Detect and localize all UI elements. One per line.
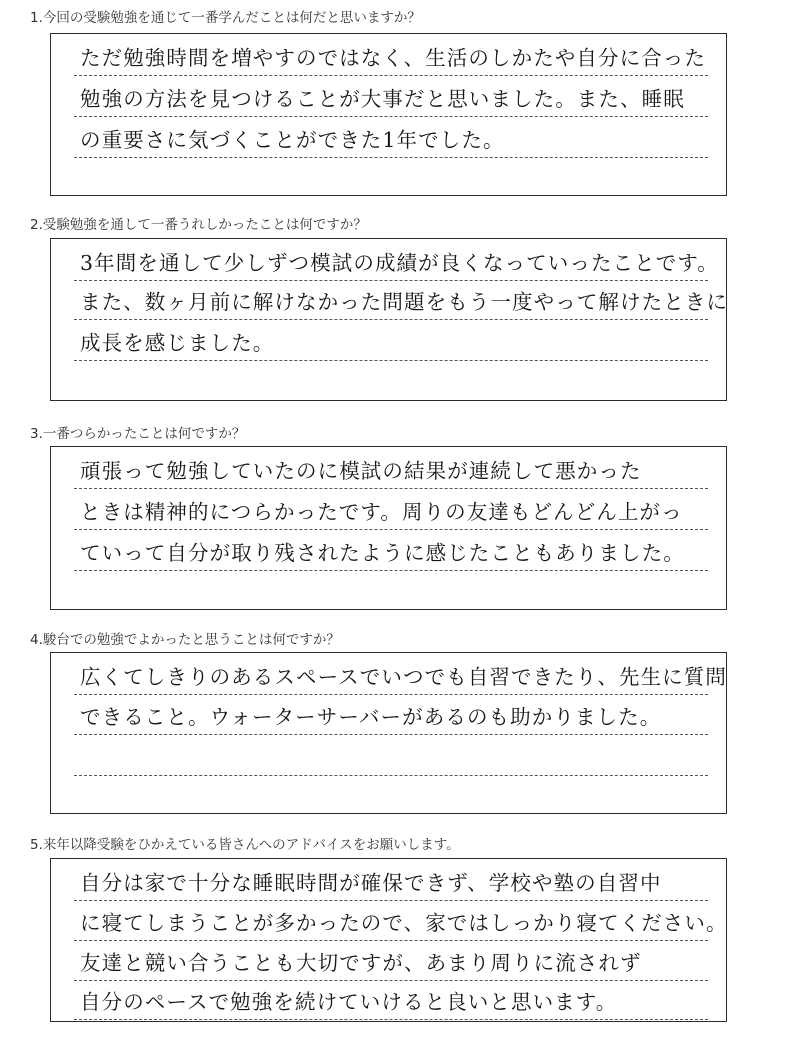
answer-line: 頑張って勉強していたのに模試の結果が連続して悪かった xyxy=(74,447,708,489)
question-4-label: 4.駿台での勉強でよかったと思うことは何ですか？ xyxy=(30,632,340,648)
question-1-label: 1.今回の受験勉強を通じて一番学んだことは何だと思いますか？ xyxy=(30,10,421,26)
answer-line: 友達と競い合うことも大切ですが、あまり周りに流されず xyxy=(74,939,708,981)
answer-line xyxy=(74,734,708,776)
answer-line: また、数ヶ月前に解けなかった問題をもう一度やって解けたときに xyxy=(74,278,708,320)
answer-line: に寝てしまうことが多かったので、家ではしっかり寝てください。 xyxy=(74,899,708,941)
answer-line: 成長を感じました。 xyxy=(74,319,708,361)
answer-line: 自分は家で十分な睡眠時間が確保できず、学校や塾の自習中 xyxy=(74,859,708,901)
question-5-label: 5.来年以降受験をひかえている皆さんへのアドバイスをお願いします。 xyxy=(30,837,460,853)
answer-line: 広くてしきりのあるスペースでいつでも自習できたり、先生に質問 xyxy=(74,653,708,695)
answer-box-1 xyxy=(50,33,727,196)
answer-line: ときは精神的につらかったです。周りの友達もどんどん上がっ xyxy=(74,488,708,530)
question-3-label: 3.一番つらかったことは何ですか？ xyxy=(30,426,246,442)
answer-line: ただ勉強時間を増やすのではなく、生活のしかたや自分に合った xyxy=(74,34,708,76)
answer-box-5 xyxy=(50,858,727,1022)
answer-line: 勉強の方法を見つけることが大事だと思いました。また、睡眠 xyxy=(74,75,708,117)
answer-box-3 xyxy=(50,446,727,610)
answer-line: 3年間を通して少しずつ模試の成績が良くなっていったことです。 xyxy=(74,239,708,281)
answer-line: 自分のペースで勉強を続けていけると良いと思います。 xyxy=(74,978,708,1020)
answer-line: ていって自分が取り残されたように感じたこともありました。 xyxy=(74,529,708,571)
answer-line: の重要さに気づくことができた1年でした。 xyxy=(74,116,708,158)
answer-box-4 xyxy=(50,652,727,814)
question-2-label: 2.受験勉強を通して一番うれしかったことは何ですか？ xyxy=(30,217,367,233)
answer-line: できること。ウォーターサーバーがあるのも助かりました。 xyxy=(74,693,708,735)
answer-box-2 xyxy=(50,238,727,401)
